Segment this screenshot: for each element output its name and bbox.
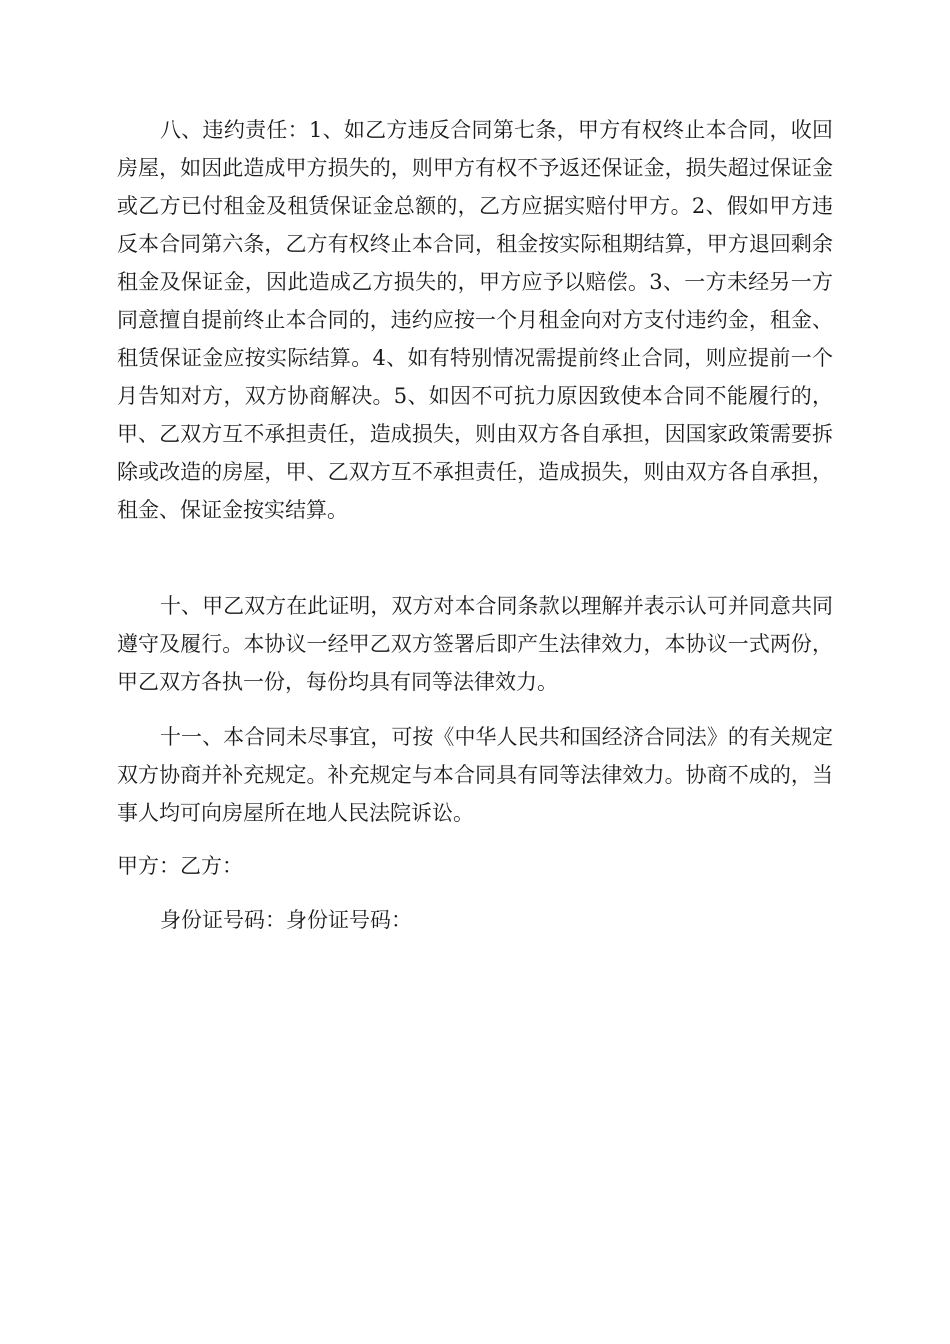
id-number-line: 身份证号码：身份证号码： bbox=[160, 908, 412, 932]
parties-signature-line: 甲方：乙方： bbox=[117, 854, 243, 878]
clause-10-certification: 十、甲乙双方在此证明，双方对本合同条款以理解并表示认可并同意共同遵守及履行。本协议一经甲乙双方签署后即产生法律效力，本协议一式两份，甲乙双方各执一份，每份均具有同等法律效力。 bbox=[117, 594, 833, 694]
clause-11-supplementary: 十一、本合同未尽事宜，可按《中华人民共和国经济合同法》的有关规定双方协商并补充规定。补充规定与本合同具有同等法律效力。协商不成的，当事人均可向房屋所在地人民法院诉讼。 bbox=[117, 725, 833, 825]
clause-8-breach-liability: 八、违约责任：1、如乙方违反合同第七条，甲方有权终止本合同，收回房屋，如因此造成甲方损失的，则甲方有权不予返还保证金，损失超过保证金或乙方已付租金及租赁保证金总额的，乙方应据实赔付甲方。2、假如甲方违反本合同第六条，乙方有权终止本合同，租金按实际租期结算，甲方退回剩余租金及保证金，因此造成乙方损失的，甲方应予以赔偿。3、一方未经另一方同意擅自提前终止本合同的，违约应按一个月租金向对方支付违约金，租金、租赁保证金应按实际结算。4、如有特别情况需提前终止合同，则应提前一个月告知对方，双方协商解决。5、如因不可抗力原因致使本合同不能履行的，甲、乙双方互不承担责任，造成损失，则由双方各自承担，因国家政策需要拆除或改造的房屋，甲、乙双方互不承担责任，造成损失，则由双方各自承担，租金、保证金按实结算。 bbox=[117, 118, 833, 522]
